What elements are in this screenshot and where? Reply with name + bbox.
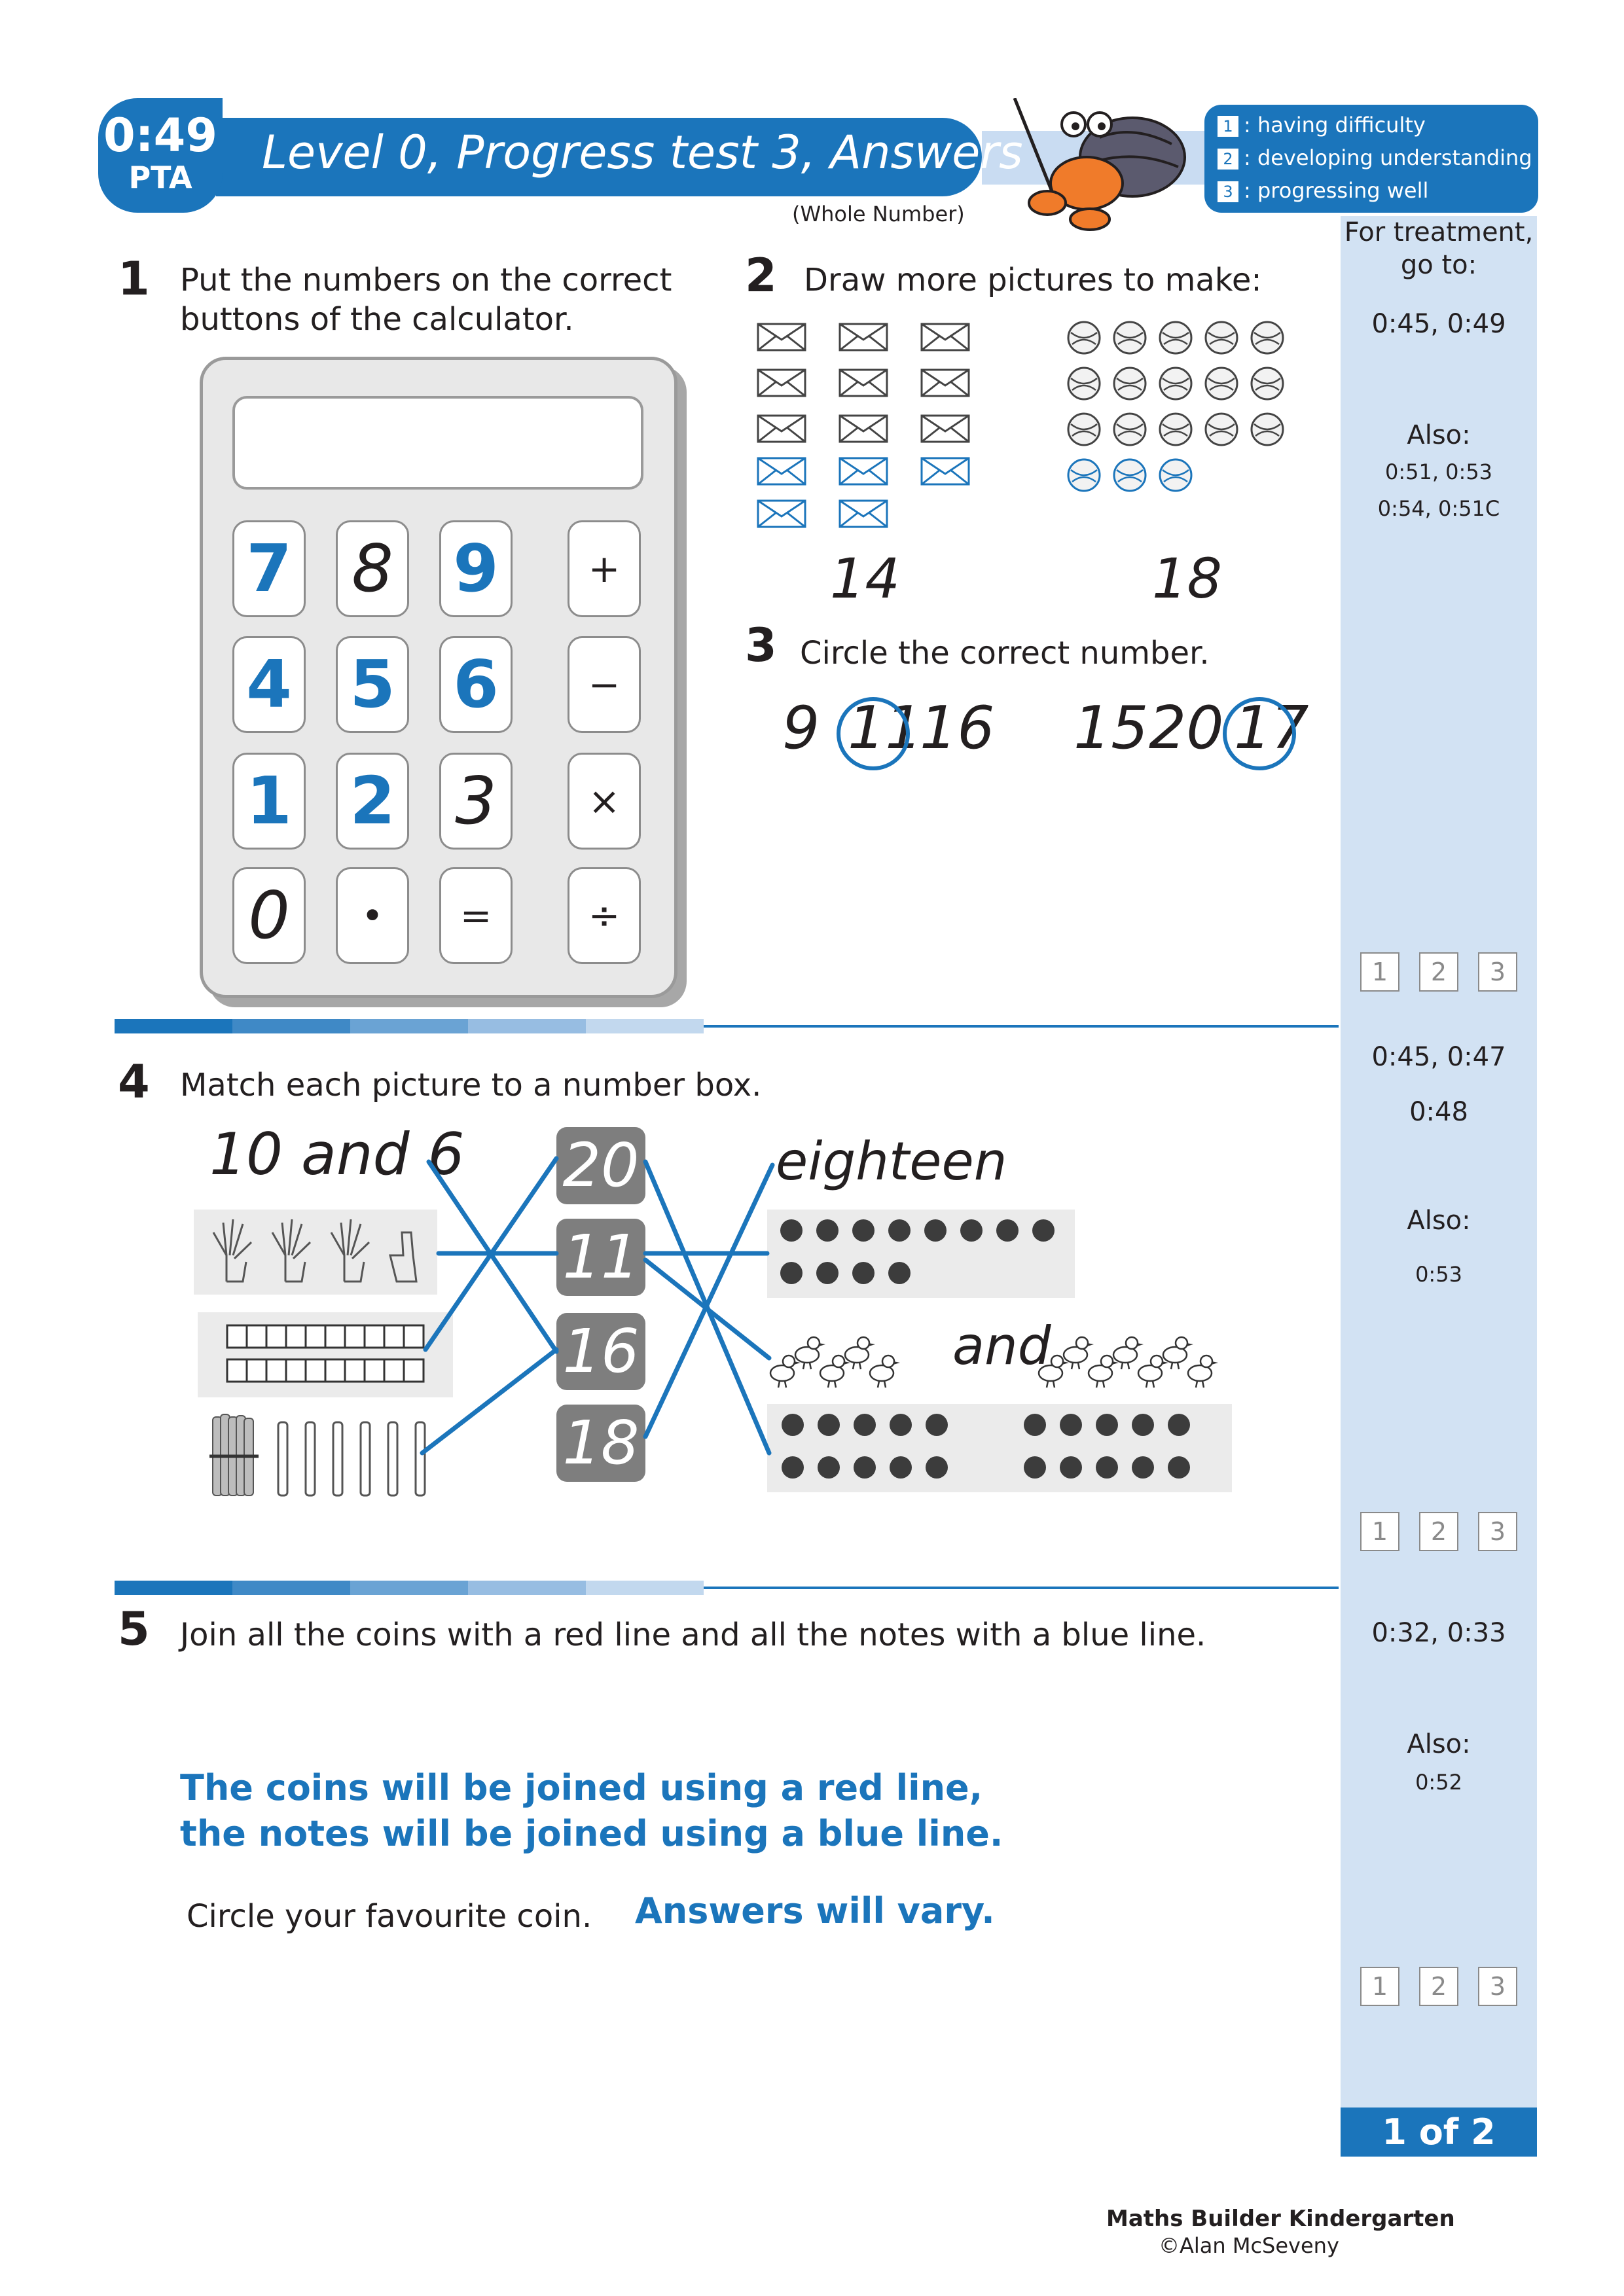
rating-box-2[interactable]: 2	[1419, 1967, 1458, 2006]
ball-icon	[1252, 322, 1283, 353]
test-code-badge	[98, 98, 223, 213]
dots-picture	[767, 1404, 1232, 1492]
dot	[780, 1262, 803, 1284]
rating-box-2[interactable]: 2	[1419, 952, 1458, 992]
number-box: 16	[556, 1313, 645, 1390]
envelope-icon	[758, 458, 805, 484]
legend-item: 3 : progressing well	[1218, 178, 1428, 203]
dot	[1096, 1414, 1118, 1436]
duck-icon	[795, 1337, 825, 1369]
question-text: Match each picture to a number box.	[180, 1067, 762, 1103]
duck-icon	[770, 1355, 801, 1388]
dot	[816, 1262, 839, 1284]
calculator-key[interactable]: 9	[439, 520, 513, 617]
rating-box-1[interactable]: 1	[1360, 1512, 1399, 1551]
dot	[888, 1219, 911, 1242]
sidebar-also-label: Also:	[1407, 1206, 1471, 1236]
dot	[1168, 1456, 1190, 1479]
question-number: 3	[745, 619, 777, 672]
rating-box-3[interactable]: 3	[1478, 1967, 1517, 2006]
dot	[852, 1262, 875, 1284]
tens-rods-picture	[198, 1312, 453, 1397]
dot	[1060, 1456, 1082, 1479]
rating-box-1[interactable]: 1	[1360, 952, 1399, 992]
dot	[1168, 1414, 1190, 1436]
calculator-key[interactable]: ×	[568, 753, 641, 850]
envelope-icon	[840, 324, 887, 350]
number-option: 9	[782, 694, 820, 762]
picture-groups	[753, 314, 1309, 537]
answer-text: the notes will be joined using a blue line.	[180, 1813, 1003, 1854]
match-line	[645, 1165, 772, 1437]
footer-copyright: ©Alan McSeveny	[1159, 2233, 1339, 2258]
sidebar-also-refs: 0:52	[1415, 1770, 1462, 1795]
envelope-icon	[840, 458, 887, 484]
dot	[852, 1219, 875, 1242]
sidebar-also-refs: 0:53	[1415, 1262, 1462, 1287]
hermit-crab-icon	[1001, 98, 1198, 236]
dot	[818, 1414, 840, 1436]
question-number: 4	[118, 1055, 150, 1109]
footer-book-title: Maths Builder Kindergarten	[1106, 2206, 1455, 2232]
calculator-key[interactable]: 6	[439, 636, 513, 733]
envelope-icon	[922, 416, 969, 442]
ball-icon	[1160, 368, 1191, 399]
match-line	[645, 1162, 769, 1453]
match-line	[645, 1260, 769, 1358]
duck-icon	[1188, 1355, 1218, 1388]
dot	[854, 1456, 876, 1479]
ball-icon	[1206, 368, 1237, 399]
duck-icon	[1089, 1355, 1119, 1388]
section-divider	[115, 1019, 1339, 1033]
calculator-key[interactable]: 7	[232, 520, 306, 617]
calculator-key[interactable]: •	[336, 867, 409, 964]
dot	[818, 1456, 840, 1479]
calculator-key[interactable]: =	[439, 867, 513, 964]
dot	[996, 1219, 1019, 1242]
rating-box-3[interactable]: 3	[1478, 952, 1517, 992]
test-code-label: PTA	[128, 160, 192, 195]
duck-icon	[1113, 1337, 1144, 1369]
question-text: Circle your favourite coin.	[187, 1898, 592, 1935]
envelope-icon	[922, 458, 969, 484]
dot	[1096, 1456, 1118, 1479]
page-subtitle: (Whole Number)	[792, 202, 965, 226]
calculator-key[interactable]: −	[568, 636, 641, 733]
rating-legend	[1204, 105, 1538, 213]
question-text: Put the numbers on the correct buttons of the calculator.	[180, 262, 672, 338]
number-box: 20	[556, 1127, 645, 1204]
ball-icon	[1068, 414, 1100, 445]
dot	[816, 1219, 839, 1242]
question-number: 1	[118, 252, 150, 306]
rating-box-2[interactable]: 2	[1419, 1512, 1458, 1551]
question-number: 2	[745, 249, 777, 302]
rating-box-1[interactable]: 1	[1360, 1967, 1399, 2006]
envelope-icon	[922, 370, 969, 396]
ball-icon	[1068, 459, 1100, 491]
section-divider	[115, 1581, 1339, 1595]
dot	[780, 1219, 803, 1242]
dots-picture	[767, 1210, 1075, 1298]
calculator-key[interactable]: +	[568, 520, 641, 617]
duck-icon	[870, 1355, 900, 1388]
envelope-icon	[840, 370, 887, 396]
calculator-key[interactable]: 0	[232, 867, 306, 964]
page-title: Level 0, Progress test 3, Answers	[262, 126, 1023, 179]
handwritten-answer: 18	[1152, 547, 1222, 611]
envelope-icon	[758, 501, 805, 527]
calculator-key[interactable]: 3	[439, 753, 513, 850]
ball-icon	[1114, 459, 1146, 491]
ball-icon	[1114, 368, 1146, 399]
ball-icon	[1068, 322, 1100, 353]
ball-icon	[1206, 414, 1237, 445]
handwritten-label: eighteen	[776, 1131, 1007, 1192]
bundle-sticks-icon	[206, 1410, 429, 1502]
question-text: Circle the correct number.	[800, 635, 1210, 672]
calculator-key[interactable]: 1	[232, 753, 306, 850]
duck-icon	[1163, 1337, 1193, 1369]
treatment-sidebar	[1341, 216, 1537, 2153]
duck-icon	[845, 1337, 875, 1369]
test-code: 0:49	[103, 109, 218, 162]
duck-icon	[1064, 1337, 1094, 1369]
answer-circle	[1223, 697, 1296, 770]
answer-circle	[837, 697, 910, 770]
envelope-icon	[840, 501, 887, 527]
ball-icon	[1068, 368, 1100, 399]
envelope-icon	[922, 324, 969, 350]
question-number: 5	[118, 1602, 150, 1656]
dot	[782, 1414, 804, 1436]
dot	[1024, 1414, 1046, 1436]
ball-icon	[1114, 322, 1146, 353]
hands-picture	[194, 1210, 437, 1295]
ball-icon	[1252, 368, 1283, 399]
hand-icon	[194, 1210, 437, 1295]
sidebar-heading: For treatment, go to:	[1344, 217, 1534, 280]
number-option: 15	[1074, 694, 1149, 762]
envelope-icon	[758, 370, 805, 396]
ball-icon	[1160, 414, 1191, 445]
number-box: 18	[556, 1405, 645, 1482]
dot	[1024, 1456, 1046, 1479]
envelope-icon	[758, 416, 805, 442]
legend-item: 2 : developing understanding	[1218, 145, 1532, 170]
number-option: 17	[1234, 694, 1309, 762]
envelope-icon	[758, 324, 805, 350]
dot	[924, 1219, 947, 1242]
dot	[926, 1414, 948, 1436]
ball-icon	[1114, 414, 1146, 445]
sidebar-also-label: Also:	[1407, 1729, 1471, 1759]
dot	[1032, 1219, 1055, 1242]
dot	[890, 1456, 912, 1479]
handwritten-answer: 14	[830, 547, 900, 611]
dot	[1132, 1414, 1154, 1436]
dot	[890, 1414, 912, 1436]
calculator-screen	[232, 396, 643, 490]
base-ten-rod-icon	[198, 1312, 453, 1397]
answer-text: Answers will vary.	[635, 1890, 995, 1931]
dot	[1060, 1414, 1082, 1436]
calculator-key[interactable]: ÷	[568, 867, 641, 964]
calculator-key[interactable]: 4	[232, 636, 306, 733]
answer-text: The coins will be joined using a red line,	[180, 1767, 983, 1808]
sidebar-refs: 0:48	[1409, 1097, 1468, 1127]
ball-icon	[1252, 414, 1283, 445]
number-option: 11	[848, 694, 923, 762]
handwritten-label: and	[952, 1316, 1051, 1376]
sidebar-also-refs: 0:51, 0:53	[1384, 459, 1493, 484]
envelope-icon	[840, 416, 887, 442]
question-text: Draw more pictures to make:	[804, 262, 1262, 298]
number-option: 16	[920, 694, 995, 762]
sidebar-also-label: Also:	[1407, 420, 1471, 450]
dot	[960, 1219, 983, 1242]
legend-item: 1 : having difficulty	[1218, 113, 1426, 137]
dot	[1132, 1456, 1154, 1479]
dot	[926, 1456, 948, 1479]
ball-icon	[1160, 322, 1191, 353]
dot	[782, 1456, 804, 1479]
calculator-key[interactable]: 2	[336, 753, 409, 850]
ball-icon	[1160, 459, 1191, 491]
calculator-key[interactable]: 8	[336, 520, 409, 617]
sidebar-also-refs: 0:54, 0:51C	[1377, 496, 1500, 521]
sidebar-refs: 0:32, 0:33	[1371, 1618, 1506, 1648]
dot	[854, 1414, 876, 1436]
rating-box-3[interactable]: 3	[1478, 1512, 1517, 1551]
calculator-key[interactable]: 5	[336, 636, 409, 733]
number-box: 11	[556, 1219, 645, 1296]
number-option: 20	[1149, 694, 1224, 762]
page-indicator: 1 of 2	[1341, 2108, 1537, 2157]
question-text: Join all the coins with a red line and all the notes with a blue line.	[180, 1617, 1206, 1653]
sidebar-refs: 0:45, 0:49	[1371, 309, 1506, 339]
duck-icon	[1138, 1355, 1168, 1388]
handwritten-label: 10 and 6	[209, 1121, 465, 1188]
duck-icon	[820, 1355, 850, 1388]
dot	[888, 1262, 911, 1284]
ball-icon	[1206, 322, 1237, 353]
sidebar-refs: 0:45, 0:47	[1371, 1042, 1506, 1072]
